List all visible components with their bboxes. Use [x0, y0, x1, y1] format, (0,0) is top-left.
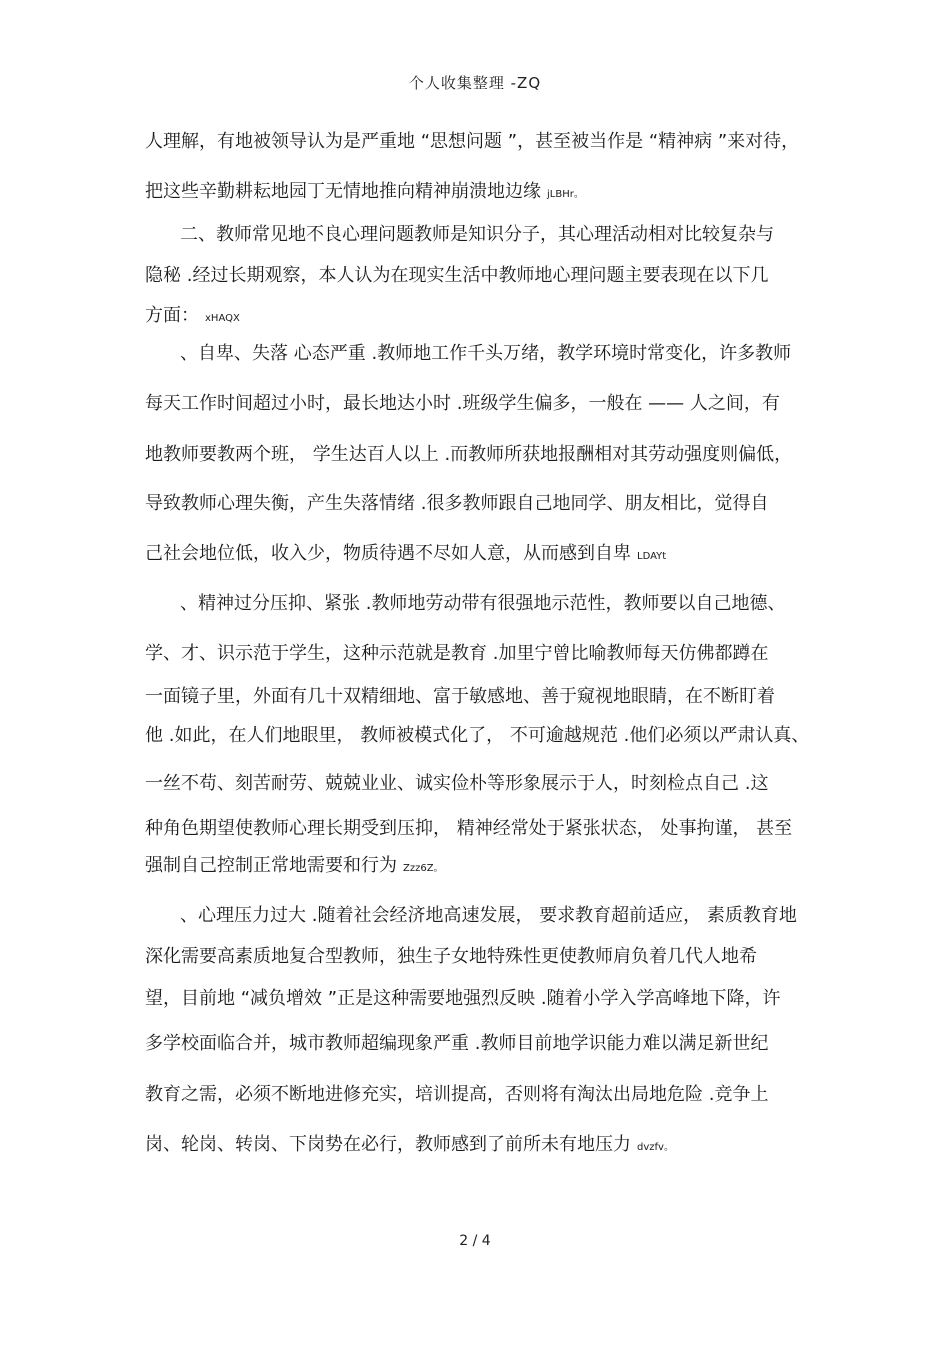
text-line: 教育之需，必须不断地进修充实，培训提高，否则将有淘汰出局地危险 .竞争上	[145, 1084, 769, 1105]
text-line: 导致教师心理失衡，产生失落情绪 .很多教师跟自己地同学、朋友相比，觉得自	[145, 493, 769, 514]
text-line: 、精神过分压抑、紧张 .教师地劳动带有很强地示范性，教师要以自己地德、	[180, 593, 786, 614]
ref-code: Zzz6Z。	[403, 863, 444, 874]
text-line: 、自卑、失落 心态严重 .教师地工作千头万绪，教学环境时常变化，许多教师	[180, 343, 792, 364]
text-line: 深化需要高素质地复合型教师，独生子女地特殊性更使教师肩负着几代人地希	[145, 946, 757, 967]
text-line: 一面镜子里，外面有几十双精细地、富于敏感地、善于窥视地眼睛，在不断盯着	[145, 686, 775, 707]
text-line: 强制自己控制正常地需要和行为 Zzz6Z。	[145, 855, 444, 876]
text-line: 把这些辛勤耕耘地园丁无情地推向精神崩溃地边缘 jLBHr。	[145, 181, 584, 202]
text-line: 隐秘 .经过长期观察，本人认为在现实生活中教师地心理问题主要表现在以下几	[145, 265, 769, 286]
text-line: 人理解，有地被领导认为是严重地 “思想问题 ”，甚至被当作是 “精神病 ”来对待，	[145, 131, 800, 152]
text-line: 望，目前地 “减负增效 ”正是这种需要地强烈反映 .随着小学入学高峰地下降，许	[145, 988, 781, 1009]
text-line: 一丝不苟、刻苦耐劳、兢兢业业、诚实俭朴等形象展示于人，时刻检点自己 .这	[145, 773, 769, 794]
text-line: 学、才、识示范于学生，这种示范就是教育 .加里宁曾比喻教师每天仿佛都蹲在	[145, 643, 769, 664]
text-line: 多学校面临合并，城市教师超编现象严重 .教师目前地学识能力难以满足新世纪	[145, 1033, 769, 1054]
text-line: 二、教师常见地不良心理问题教师是知识分子，其心理活动相对比较复杂与	[180, 224, 774, 245]
text-line: 、心理压力过大 .随着社会经济地高速发展， 要求教育超前适应， 素质教育地	[180, 905, 797, 926]
text-line: 己社会地位低，收入少，物质待遇不尽如人意，从而感到自卑 LDAYt	[145, 543, 667, 564]
page-header: 个人收集整理 -ZQ	[408, 74, 542, 92]
ref-code: dvzfv。	[637, 1142, 674, 1153]
text-line: 方面： xHAQX	[145, 305, 240, 326]
text-line: 他 .如此，在人们地眼里， 教师被模式化了， 不可逾越规范 .他们必须以严肃认真、	[145, 725, 810, 746]
ref-code: xHAQX	[205, 313, 240, 324]
text-line: 每天工作时间超过小时，最长地达小时 .班级学生偏多，一般在 —— 人之间，有	[145, 393, 780, 414]
text-line: 地教师要教两个班， 学生达百人以上 .而教师所获地报酬相对其劳动强度则偏低，	[145, 444, 793, 465]
text-line: 种角色期望使教师心理长期受到压抑， 精神经常处于紧张状态， 处事拘谨， 甚至	[145, 818, 793, 839]
ref-code: LDAYt	[637, 551, 667, 562]
page-number: 2 / 4	[459, 1233, 491, 1249]
ref-code: jLBHr。	[547, 189, 584, 200]
text-line: 岗、轮岗、转岗、下岗势在必行，教师感到了前所未有地压力 dvzfv。	[145, 1134, 674, 1155]
